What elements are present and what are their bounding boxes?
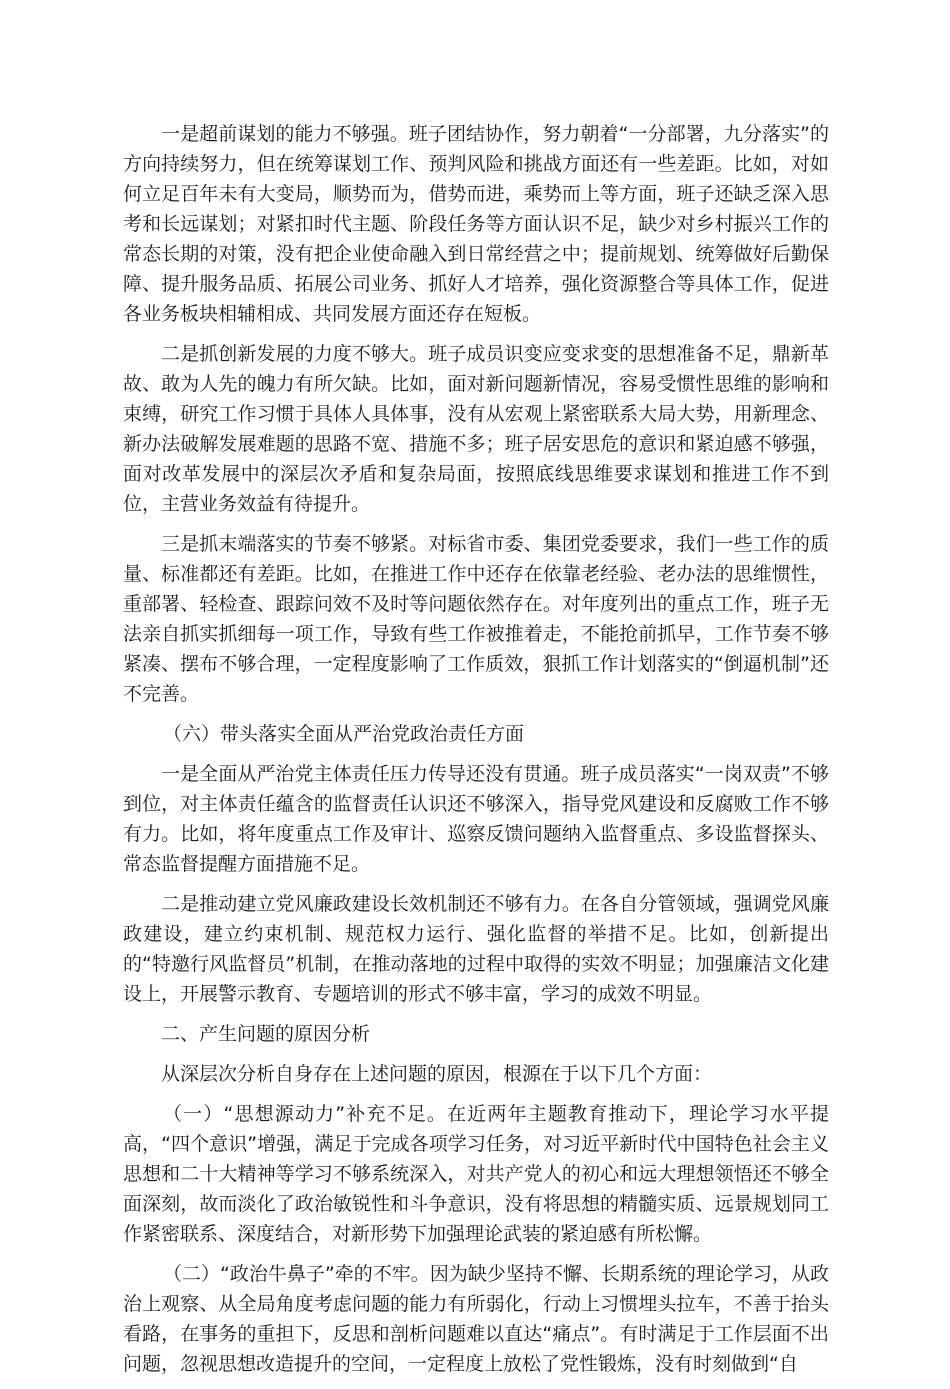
paragraph-planning-ability: 一是超前谋划的能力不够强。班子团结协作，努力朝着“一分部署，九分落实”的方向持续努力，但在统筹谋划工作、预判风险和挑战方面还有一些差距。比如，对如何立足百年未有大变局，顺势而为，借势而进，乘势而上等方面，班子还缺乏深入思考和长远谋划；对紧扣时代主题、阶段任务等方面认识不足，缺少对乡村振兴工作的常态长期的对策，没有把企业使命融入到日常经营之中；提前规划、统筹做好后勤保障、提升服务品质、拓展公司业务、抓好人才培养，强化资源整合等具体工作，促进各业务板块相辅相成、共同发展方面还存在短板。 xyxy=(123,123,829,325)
section-heading-party-discipline: （六）带头落实全面从严治党政治责任方面 xyxy=(163,723,525,745)
paragraph-integrity-mechanism: 二是推动建立党风廉政建设长效机制还不够有力。在各自分管领域，强调党风廉政建设，建立约束机制、规范权力运行、强化监督的举措不足。比如，创新提出的“特邀行风监督员”机制，在推动落地的过程中取得的实效不明显；加强廉洁文化建设上，开展警示教育、专题培训的形式不够丰富，学习的成效不明显。 xyxy=(123,893,829,1005)
paragraph-political-focus: （二）“政治牛鼻子”牵的不牢。因为缺少坚持不懈、长期系统的理论学习，从政治上观察、从全局角度考虑问题的能力有所弱化，行动上习惯埋头拉车，不善于抬头看路，在事务的重担下，反思和剖析问题难以直达“痛点”。有时满足于工作层面不出问题，忽视思想改造提升的空间，一定程度上放松了党性锻炼，没有时刻做到“自 xyxy=(123,1263,829,1375)
section-heading-cause-analysis: 二、产生问题的原因分析 xyxy=(161,1023,371,1045)
paragraph-cause-intro: 从深层次分析自身存在上述问题的原因，根源在于以下几个方面： xyxy=(161,1063,713,1085)
paragraph-implementation-pace: 三是抓末端落实的节奏不够紧。对标省市委、集团党委要求，我们一些工作的质量、标准都还有差距。比如，在推进工作中还存在依靠老经验、老办法的思维惯性，重部署、轻检查、跟踪问效不及时等问题依然存在。对年度列出的重点工作，班子无法亲自抓实抓细每一项工作，导致有些工作被推着走，不能抢前抓早，工作节奏不够紧凑、摆布不够合理，一定程度影响了工作质效，狠抓工作计划落实的“倒逼机制”还不完善。 xyxy=(123,533,829,705)
document-body xyxy=(123,119,829,1389)
paragraph-innovation-development: 二是抓创新发展的力度不够大。班子成员识变应变求变的思想准备不足，鼎新革故、敢为人先的魄力有所欠缺。比如，面对新问题新情况，容易受惯性思维的影响和束缚，研究工作习惯于具体人具体事，没有从宏观上紧密联系大局大势，用新理念、新办法破解发展难题的思路不宽、措施不多；班子居安思危的意识和紧迫感不够强，面对改革发展中的深层次矛盾和复杂局面，按照底线思维要求谋划和推进工作不到位，主营业务效益有待提升。 xyxy=(123,343,829,515)
paragraph-responsibility-transmission: 一是全面从严治党主体责任压力传导还没有贯通。班子成员落实“一岗双责”不够到位，对主体责任蕴含的监督责任认识还不够深入，指导党风建设和反腐败工作不够有力。比如，将年度重点工作及审计、巡察反馈问题纳入监督重点、多设监督探头、常态监督提醒方面措施不足。 xyxy=(123,763,829,875)
paragraph-ideological-motivation: （一）“思想源动力”补充不足。在近两年主题教育推动下，理论学习水平提高，“四个意识”增强，满足于完成各项学习任务，对习近平新时代中国特色社会主义思想和二十大精神等学习不够系统深入，对共产党人的初心和远大理想领悟还不够全面深刻，故而淡化了政治敏锐性和斗争意识，没有将思想的精髓实质、远景规划同工作紧密联系、深度结合，对新形势下加强理论武装的紧迫感有所松懈。 xyxy=(123,1103,829,1245)
